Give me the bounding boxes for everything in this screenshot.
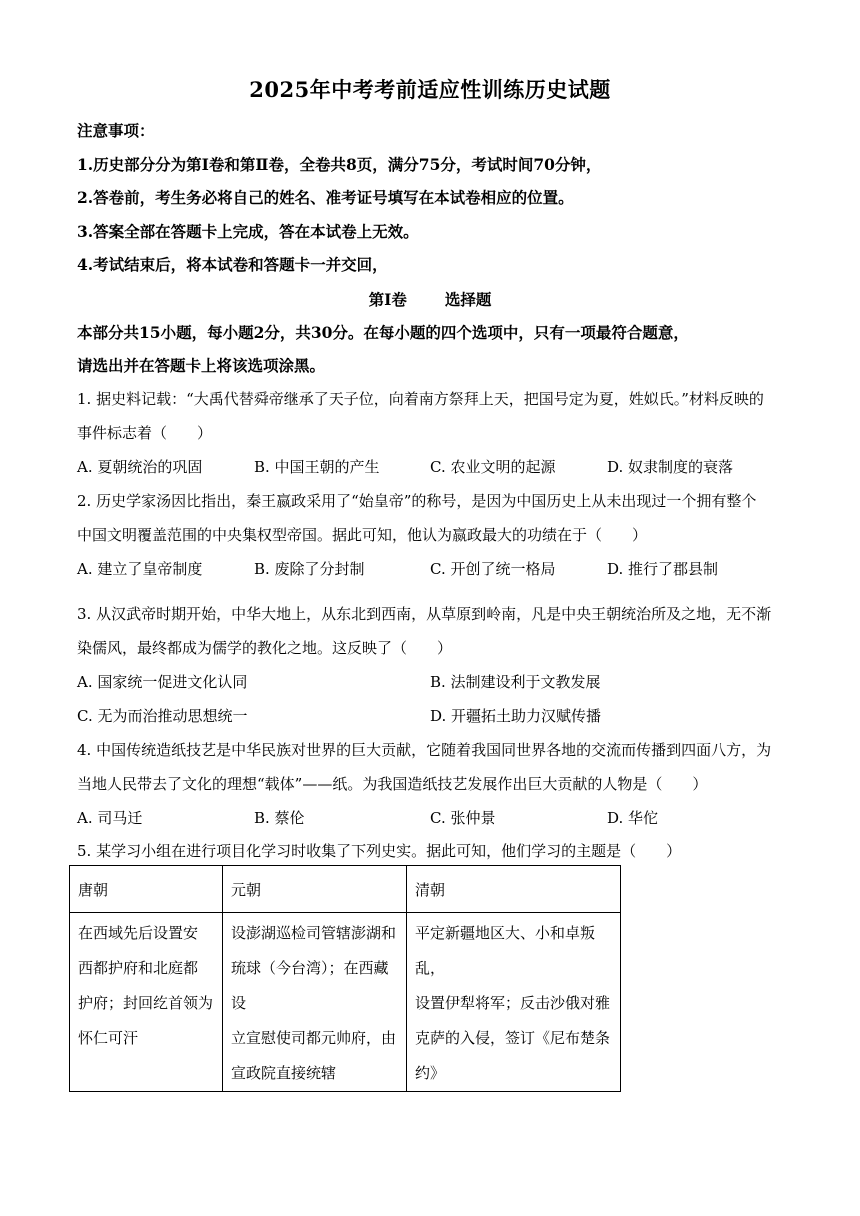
table-cell-line: 在西域先后设置安: [78, 924, 199, 942]
table-header-yuan: 元朝: [223, 866, 407, 913]
note-item-1: 1.历史部分分为第Ⅰ卷和第Ⅱ卷，全卷共8页，满分75分，考试时间70分钟，: [77, 155, 602, 174]
table-cell-line: 平定新疆地区大、小和卓叛乱，: [415, 924, 596, 977]
question-1-option-d[interactable]: D. 奴隶制度的衰落: [607, 458, 734, 476]
question-1-stem-line-2: 事件标志着（ ）: [77, 424, 213, 442]
question-2-option-c[interactable]: C. 开创了统一格局: [430, 560, 556, 578]
table-cell-line: 设澎湖巡检司管辖澎湖和: [231, 924, 397, 942]
question-1-option-c[interactable]: C. 农业文明的起源: [430, 458, 556, 476]
question-3-option-c[interactable]: C. 无为而治推动思想统一: [77, 707, 248, 725]
question-3-option-d[interactable]: D. 开疆拓土助力汉赋传播: [430, 707, 602, 725]
note-item-3: 3.答案全部在答题卡上完成，答在本试卷上无效。: [77, 222, 419, 241]
table-header-row: [70, 866, 621, 913]
question-2-stem-line-2: 中国文明覆盖范围的中央集权型帝国。据此可知，他认为嬴政最大的功绩在于（ ）: [77, 526, 648, 544]
question-4-stem-line-2: 当地人民带去了文化的理想“载体”——纸。为我国造纸技艺发展作出巨大贡献的人物是（ ）: [77, 775, 708, 793]
section-name: 第Ⅰ卷: [368, 290, 407, 309]
question-1-stem-line-1: 1. 据史料记载：“大禹代替舜帝继承了天子位，向着南方祭拜上天，把国号定为夏，姓姒氏。”材料反映的: [77, 390, 764, 408]
question-4-option-c[interactable]: C. 张仲景: [430, 809, 496, 827]
question-2-option-a[interactable]: A. 建立了皇帝制度: [77, 560, 203, 578]
question-1-option-a[interactable]: A. 夏朝统治的巩固: [77, 458, 203, 476]
question-2-option-d[interactable]: D. 推行了郡县制: [607, 560, 719, 578]
table-cell-line: 宣政院直接统辖: [231, 1064, 337, 1082]
table-cell-tang: [70, 913, 223, 1092]
note-item-2: 2.答卷前，考生务必将自己的姓名、准考证号填写在本试卷相应的位置。: [77, 188, 574, 207]
table-cell-qing: [407, 913, 621, 1092]
question-5-table: [69, 865, 621, 1092]
question-2-option-b[interactable]: B. 废除了分封制: [254, 560, 365, 578]
question-3-stem-line-2: 染儒风，最终都成为儒学的教化之地。这反映了（ ）: [77, 639, 453, 657]
exam-title: 2025年中考考前适应性训练历史试题: [249, 77, 611, 102]
question-4-stem-line-1: 4. 中国传统造纸技艺是中华民族对世界的巨大贡献，它随着我国同世界各地的交流而传播到四面八方，为: [77, 741, 772, 759]
note-item-4: 4.考试结束后，将本试卷和答题卡一并交回，: [77, 255, 388, 274]
section-heading: [0, 288, 860, 310]
table-row: [70, 913, 621, 1092]
question-4-option-a[interactable]: A. 司马迁: [77, 809, 143, 827]
question-2-stem-line-1: 2. 历史学家汤因比指出，秦王嬴政采用了“始皇帝”的称号，是因为中国历史上从未出现过一个拥有整个: [77, 492, 757, 510]
section-instructions-line-1: 本部分共15小题，每小题2分，共30分。在每小题的四个选项中，只有一项最符合题意，: [77, 323, 689, 342]
table-cell-line: 西都护府和北庭都: [78, 959, 199, 977]
question-3-option-a[interactable]: A. 国家统一促进文化认同: [77, 673, 248, 691]
question-3-stem-line-1: 3. 从汉武帝时期开始，中华大地上，从东北到西南，从草原到岭南，凡是中央王朝统治所及之地，无不渐: [77, 605, 772, 623]
notes-heading: 注意事项：: [77, 121, 155, 140]
section-type: 选择题: [444, 290, 492, 309]
question-5-stem-line-1: 5. 某学习小组在进行项目化学习时收集了下列史实。据此可知，他们学习的主题是（ ）: [77, 842, 682, 860]
table-cell-line: 约》: [415, 1064, 446, 1082]
question-4-option-b[interactable]: B. 蔡伦: [254, 809, 305, 827]
section-instructions-line-2: 请选出并在答题卡上将该选项涂黑。: [77, 356, 326, 375]
table-header-qing: 清朝: [407, 866, 621, 913]
question-1-option-b[interactable]: B. 中国王朝的产生: [254, 458, 380, 476]
table-cell-line: 怀仁可汗: [78, 1029, 139, 1047]
table-cell-yuan: [223, 913, 407, 1092]
table-cell-line: 琉球（今台湾）；在西藏设: [231, 959, 389, 1012]
table-header-tang: 唐朝: [70, 866, 223, 913]
question-4-option-d[interactable]: D. 华佗: [607, 809, 659, 827]
question-3-option-b[interactable]: B. 法制建设利于文教发展: [430, 673, 601, 691]
table-cell-line: 设置伊犁将军；反击沙俄对雅: [415, 994, 611, 1012]
table-cell-line: 克萨的入侵，签订《尼布楚条: [415, 1029, 611, 1047]
table-cell-line: 立宣慰使司都元帅府，由: [231, 1029, 397, 1047]
table-cell-line: 护府；封回纥首领为: [78, 994, 214, 1012]
